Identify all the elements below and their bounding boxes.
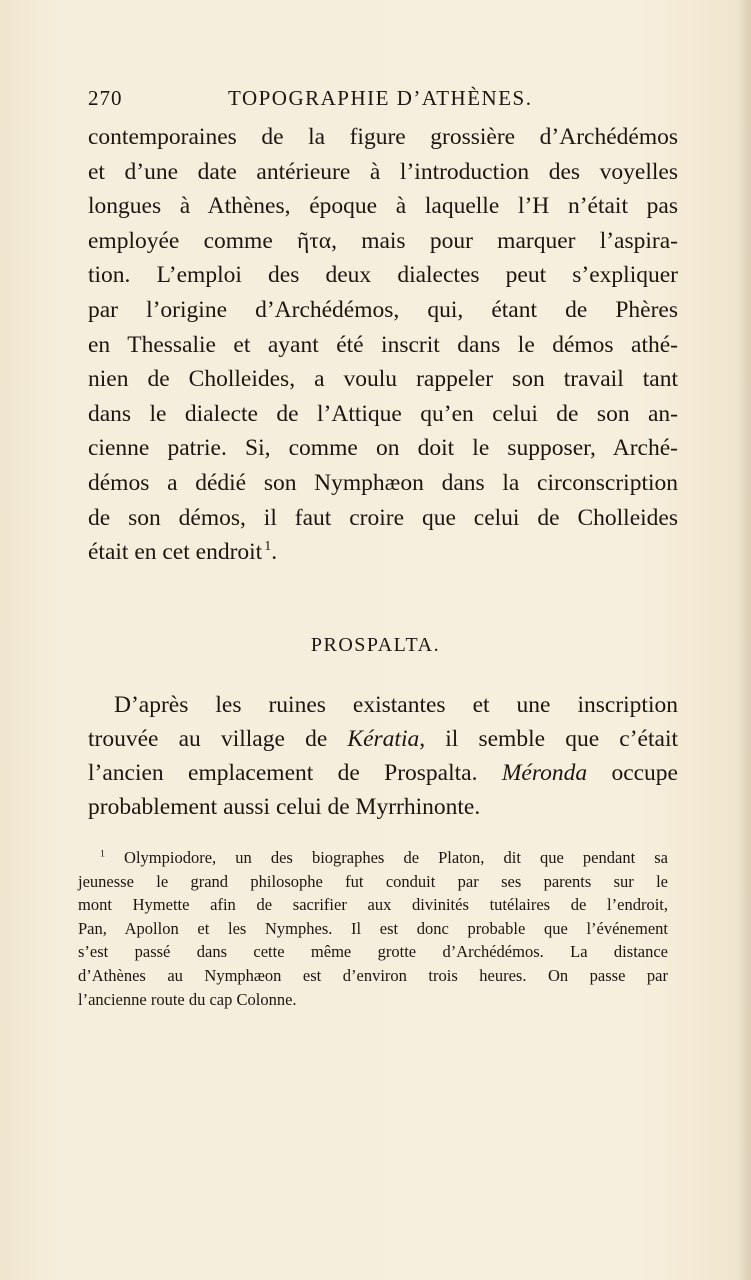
text-segment: l’ancien emplacement de Prospalta.	[88, 760, 502, 786]
text-line: par l’origine d’Archédémos, qui, étant de Phères	[88, 296, 678, 323]
text-line: et d’une date antérieure à l’introduction des voyelles	[88, 158, 678, 185]
footnote-line: jeunesse le grand philosophe fut conduit par ses parents sur le	[78, 871, 668, 891]
place-name-italic: Méronda	[501, 760, 588, 786]
text-line: de son démos, il faut croire que celui de Cholleides	[88, 504, 678, 531]
sentence-end: .	[271, 539, 278, 566]
page-number: 270	[88, 86, 123, 110]
text-line	[88, 722, 678, 756]
text-segment: trouvée au village de	[88, 726, 348, 752]
footnote-line: s’est passé dans cette même grotte d’Archédémos. La distance	[78, 942, 668, 962]
paragraph-archedemos	[88, 120, 678, 570]
footnote-line: mont Hymette afin de sacrifier aux divinités tutélaires de l’endroit,	[78, 895, 668, 915]
footnote-marker: 1	[100, 848, 105, 860]
text-line-last	[88, 535, 678, 570]
running-title: TOPOGRAPHIE D’ATHÈNES.	[228, 86, 533, 110]
text-line: en Thessalie et ayant été inscrit dans le démos athé-	[88, 331, 678, 358]
text-line: employée comme ῆτα, mais pour marquer l’aspira-	[88, 227, 678, 254]
text-line: tion. L’emploi des deux dialectes peut s’expliquer	[88, 262, 678, 289]
text-line: probablement aussi celui de Myrrhinonte.	[88, 794, 481, 820]
footnote-reference: 1	[264, 538, 272, 555]
text-line: démos a dédié son Nymphæon dans la circonscription	[88, 469, 678, 496]
footnote-line: d’Athènes au Nymphæon est d’environ trois heures. On passe par	[78, 965, 668, 985]
footnote-text: Olympiodore, un des biographes de Platon, dit que pendant sa	[124, 848, 669, 867]
text-line: longues à Athènes, époque à laquelle l’H n’était pas	[88, 193, 678, 220]
text-line: D’après les ruines existantes et une inscription	[114, 692, 678, 718]
footnote-line	[78, 846, 668, 870]
text-line	[88, 756, 678, 790]
text-line-content: était en cet endroit	[88, 539, 263, 566]
footnote-line: Pan, Apollon et les Nymphes. Il est donc probable que l’événement	[78, 918, 668, 938]
section-heading: PROSPALTA.	[310, 634, 441, 656]
text-segment: il semble que c’était	[425, 726, 678, 752]
footnote-line: l’ancienne route du cap Colonne.	[78, 989, 297, 1009]
text-line: nien de Cholleides, a voulu rappeler son travail tant	[88, 366, 678, 393]
place-name-italic: Kératia,	[347, 726, 426, 752]
text-line: cienne patrie. Si, comme on doit le supposer, Arché-	[88, 435, 678, 462]
footnote	[78, 846, 668, 1011]
text-line: dans le dialecte de l’Attique qu’en celui de son an-	[88, 400, 678, 427]
text-line: contemporaines de la figure grossière d’Archédémos	[88, 124, 678, 150]
paragraph-prospalta	[88, 688, 678, 824]
text-segment: occupe	[587, 760, 678, 786]
